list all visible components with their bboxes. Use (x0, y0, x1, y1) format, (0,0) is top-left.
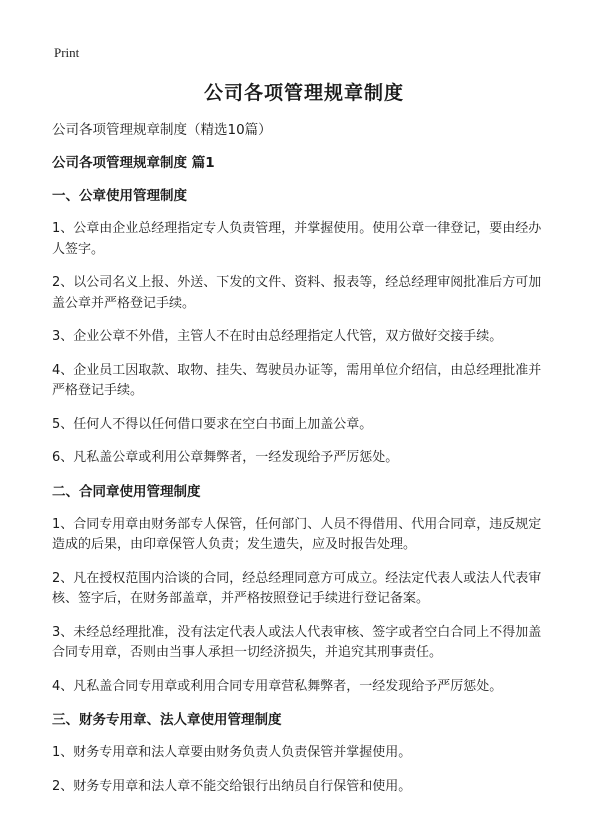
paragraph: 3、企业公章不外借，主管人不在时由总经理指定人代管，双方做好交接手续。 (52, 329, 503, 344)
paragraph: 2、财务专用章和法人章不能交给银行出纳员自行保管和使用。 (52, 778, 412, 794)
paragraph: 2、凡在授权范围内洽谈的合同，经总经理同意方可成立。经法定代表人或法人代表审核、签字后，在财务部盖章，并严格按照登记手续进行登记备案。 (52, 570, 542, 606)
part-heading-seal-management: 一、公章使用管理制度 (52, 188, 187, 204)
paragraph: 4、企业员工因取款、取物、挂失、驾驶员办证等，需用单位介绍信，由总经理批准并严格登记手续。 (52, 362, 542, 398)
section-title: 公司各项管理规章制度 篇1 (52, 155, 215, 171)
paragraph: 1、财务专用章和法人章要由财务负责人负责保管并掌握使用。 (52, 745, 412, 760)
paragraph: 1、公章由企业总经理指定专人负责管理，并掌握使用。使用公章一律登记，要由经办人签字。 (52, 221, 542, 257)
paragraph: 4、凡私盖合同专用章或利用合同专用章营私舞弊者，一经发现给予严厉惩处。 (52, 678, 503, 694)
paragraph: 1、合同专用章由财务部专人保管，任何部门、人员不得借用、代用合同章，违反规定造成的后果，由印章保管人负责；发生遗失，应及时报告处理。 (52, 516, 542, 552)
document-title: 公司各项管理规章制度 (203, 82, 404, 104)
paragraph: 6、凡私盖公章或利用公章舞弊者，一经发现给予严厉惩处。 (52, 450, 399, 465)
paragraph: 2、以公司名义上报、外送、下发的文件、资料、报表等，经总经理审阅批准后方可加盖公章并严格登记手续。 (52, 275, 542, 311)
print-label: Print (54, 45, 80, 60)
paragraph: 5、任何人不得以任何借口要求在空白书面上加盖公章。 (52, 416, 373, 432)
part-heading-finance-seal: 三、财务专用章、法人章使用管理制度 (52, 712, 282, 728)
document-subtitle: 公司各项管理规章制度（精选10篇） (52, 122, 272, 138)
paragraph: 3、未经总经理批准，没有法定代表人或法人代表审核、签字或者空白合同上不得加盖合同专用章，否则由当事人承担一切经济损失，并追究其刑事责任。 (52, 624, 542, 660)
part-heading-contract-seal: 二、合同章使用管理制度 (52, 483, 201, 500)
